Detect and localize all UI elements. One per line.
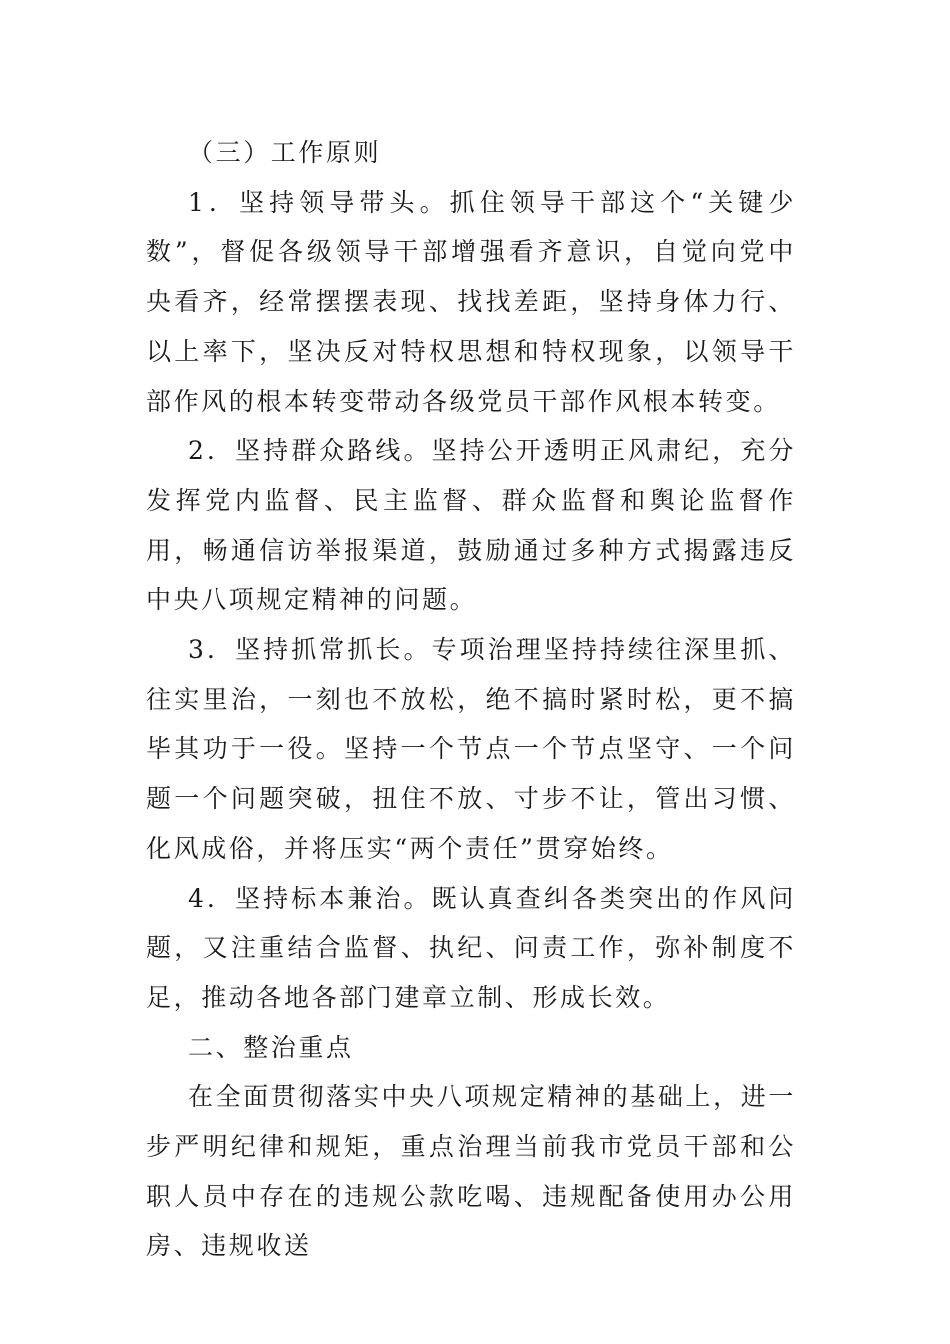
section-heading-work-principles: （三）工作原则 [188, 138, 382, 167]
principle-paragraph-1: 1．坚持领导带头。抓住领导干部这个“关键少数”，督促各级领导干部增强看齐意识，自觉向党中央看齐，经常摆摆表现、找找差距，坚持身体力行、以上率下，坚决反对特权思想和特权现象，以领导干部作风的根本转变带动各级党员干部作风根本转变。 [146, 187, 796, 416]
principle-paragraph-2: 2．坚持群众路线。坚持公开透明正风肃纪，充分发挥党内监督、民主监督、群众监督和舆论监督作用，畅通信访举报渠道，鼓励通过多种方式揭露违反中央八项规定精神的问题。 [146, 436, 796, 615]
principle-paragraph-3: 3．坚持抓常抓长。专项治理坚持持续往深里抓、往实里治，一刻也不放松，绝不搞时紧时松，更不搞毕其功于一役。坚持一个节点一个节点坚守、一个问题一个问题突破，扭住不放、寸步不让，管出习惯、化风成俗，并将压实“两个责任”贯穿始终。 [146, 635, 796, 863]
focus-paragraph: 在全面贯彻落实中央八项规定精神的基础上，进一步严明纪律和规矩，重点治理当前我市党员干部和公职人员中存在的违规公款吃喝、违规配备使用办公用房、违规收送 [146, 1082, 796, 1261]
document-body [146, 128, 796, 1271]
section-heading-rectification-focus: 二、整治重点 [188, 1032, 354, 1062]
principle-paragraph-4: 4．坚持标本兼治。既认真查纠各类突出的作风问题，又注重结合监督、执纪、问责工作，弥补制度不足，推动各地各部门建章立制、形成长效。 [146, 883, 796, 1012]
